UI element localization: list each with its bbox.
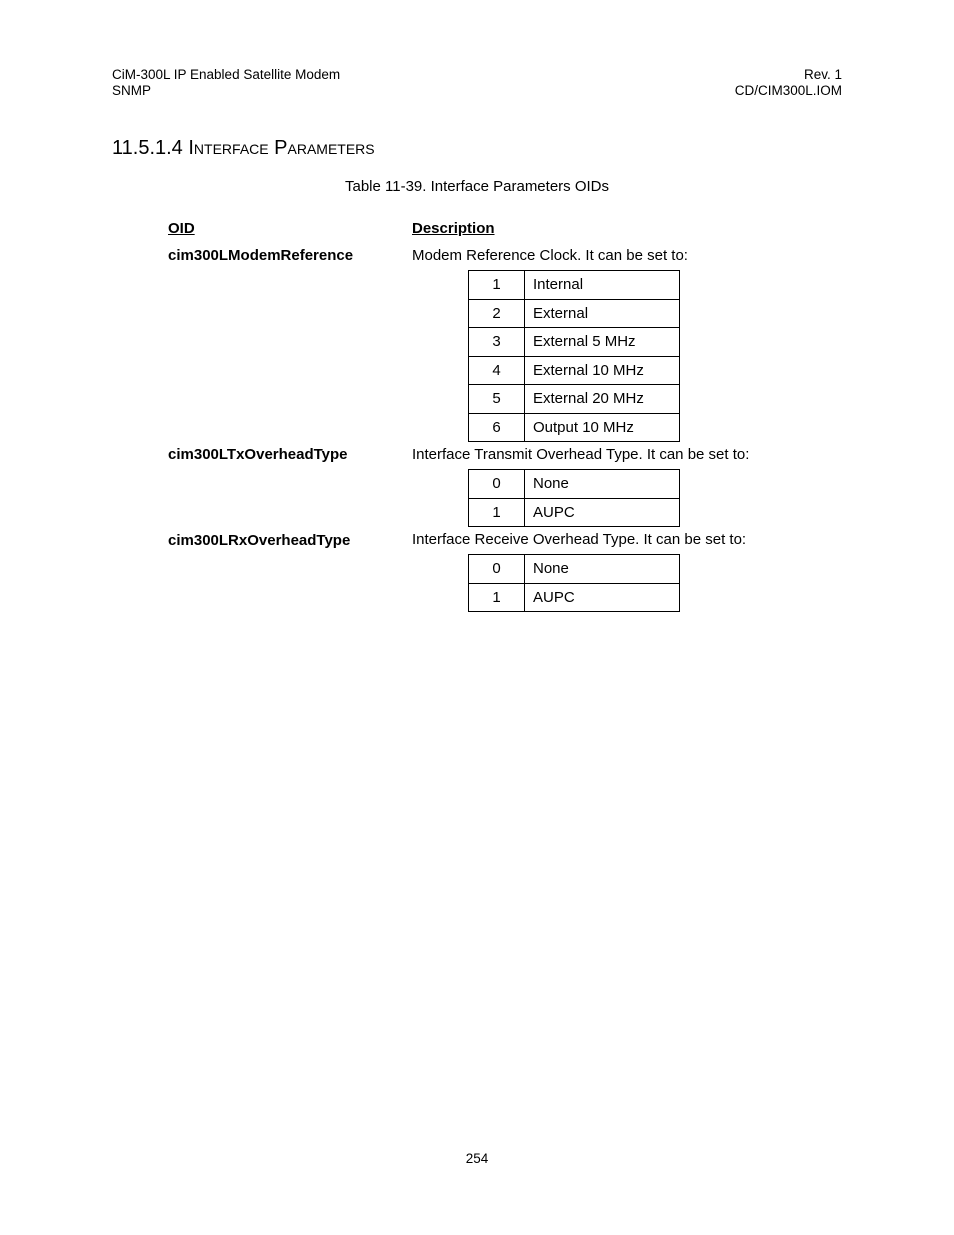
value-number: 2 <box>469 299 525 328</box>
value-label: AUPC <box>525 498 680 527</box>
value-number: 1 <box>469 271 525 300</box>
value-number: 4 <box>469 356 525 385</box>
table-row <box>469 413 680 442</box>
oid-entry-description: Modem Reference Clock. It can be set to: <box>412 247 688 264</box>
header-doc-id: CD/CIM300L.IOM <box>734 83 842 98</box>
value-label: None <box>525 470 680 499</box>
value-label: External <box>525 299 680 328</box>
value-number: 5 <box>469 385 525 414</box>
value-label: None <box>525 555 680 584</box>
description-column-heading: Description <box>412 220 495 237</box>
oid-column-heading: OID <box>168 220 195 237</box>
oid-entry-name: cim300LRxOverheadType <box>168 532 351 549</box>
oid-entry-description: Interface Receive Overhead Type. It can be set to: <box>412 531 747 548</box>
oid-entry-name: cim300LTxOverheadType <box>168 446 348 463</box>
value-label: Output 10 MHz <box>525 413 680 442</box>
oid-entry-name: cim300LModemReference <box>168 247 354 264</box>
value-number: 0 <box>469 470 525 499</box>
table-row <box>469 271 680 300</box>
header-chapter: SNMP <box>112 83 152 98</box>
value-label: External 10 MHz <box>525 356 680 385</box>
value-number: 3 <box>469 328 525 357</box>
value-label: AUPC <box>525 583 680 612</box>
value-label: External 20 MHz <box>525 385 680 414</box>
value-table-modem-reference <box>468 270 680 442</box>
value-number: 6 <box>469 413 525 442</box>
table-row <box>469 555 680 584</box>
section-number: 11.5.1.4 <box>112 137 183 159</box>
header-left <box>112 67 340 99</box>
table-row <box>469 498 680 527</box>
table-row <box>469 583 680 612</box>
header-right <box>735 67 842 99</box>
value-label: External 5 MHz <box>525 328 680 357</box>
table-row <box>469 385 680 414</box>
table-row <box>469 470 680 499</box>
page-number: 254 <box>465 1151 489 1166</box>
value-table-tx-overhead <box>468 469 680 527</box>
header-revision: Rev. 1 <box>803 67 842 82</box>
table-row <box>469 328 680 357</box>
section-title <box>112 135 375 161</box>
oid-entry-description: Interface Transmit Overhead Type. It can be set to: <box>412 446 750 463</box>
value-table-rx-overhead <box>468 554 680 612</box>
header-product-title: CiM-300L IP Enabled Satellite Modem <box>112 67 341 82</box>
table-caption: Table 11-39. Interface Parameters OIDs <box>344 178 609 195</box>
section-name: Interface Parameters <box>188 137 375 159</box>
table-row <box>469 356 680 385</box>
value-number: 1 <box>469 583 525 612</box>
value-number: 0 <box>469 555 525 584</box>
table-row <box>469 299 680 328</box>
value-label: Internal <box>525 271 680 300</box>
value-number: 1 <box>469 498 525 527</box>
